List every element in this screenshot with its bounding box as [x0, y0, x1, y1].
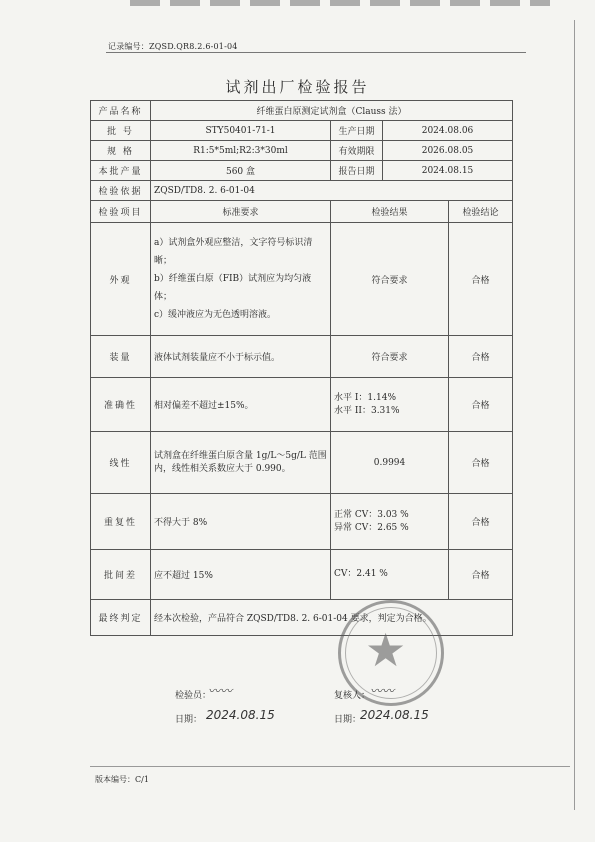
quantity-value: 560 盒 [151, 161, 331, 181]
batch-value: STY50401-71-1 [151, 121, 331, 141]
final-row [91, 600, 513, 636]
inspector-signature: 〰〰 [208, 684, 233, 698]
col-standard: 标准要求 [151, 201, 331, 223]
conclusion-cell: 合格 [449, 378, 513, 432]
standard-cell [151, 494, 331, 550]
result-line: 水平 I：1.14% [334, 392, 397, 403]
item-name: 线性 [91, 432, 151, 494]
conclusion-cell: 合格 [449, 494, 513, 550]
basis-label: 检验依据 [91, 181, 151, 201]
inspection-table [90, 100, 513, 636]
standard-line: c）缓冲液应为无色透明溶液。 [154, 310, 277, 320]
item-name: 重复性 [91, 494, 151, 550]
report-date-label: 报告日期 [331, 161, 383, 181]
result-line: 符合要求 [371, 275, 408, 286]
expiry-value: 2026.08.05 [383, 141, 513, 161]
footer-rule [90, 766, 570, 767]
result-cell [331, 336, 449, 378]
row-spec [91, 141, 513, 161]
standard-cell [151, 550, 331, 600]
table-row [91, 432, 513, 494]
col-result: 检验结果 [331, 201, 449, 223]
row-quantity [91, 161, 513, 181]
prod-date-value: 2024.08.06 [383, 121, 513, 141]
version-number: 版本编号：C/1 [95, 775, 149, 784]
standard-line: 相对偏差不超过±15%。 [154, 401, 254, 411]
product-name-value: 纤维蛋白原测定试剂盒（Clauss 法） [151, 101, 513, 121]
row-batch [91, 121, 513, 141]
standard-line: a）试剂盒外观应整洁，文字符号标识清晰； [154, 238, 313, 266]
table-row [91, 223, 513, 336]
scan-artifact [130, 0, 550, 6]
result-line: 正常 CV：3.03 % [334, 509, 409, 520]
quantity-label: 本批产量 [91, 161, 151, 181]
inspector-label: 检验员： [175, 691, 212, 701]
standard-cell [151, 336, 331, 378]
standard-line: 不得大于 8% [154, 518, 208, 528]
standard-line: 液体试剂装量应不小于标示值。 [154, 353, 281, 363]
table-row [91, 378, 513, 432]
standard-cell [151, 378, 331, 432]
standard-line: 应不超过 15% [154, 571, 213, 581]
record-number: 记录编号：ZQSD.QR8.2.6-01-04 [108, 42, 238, 51]
page-edge-line [574, 20, 575, 810]
report-date-value: 2024.08.15 [383, 161, 513, 181]
result-line: 水平 II：3.31% [334, 405, 400, 416]
table-row [91, 494, 513, 550]
reviewer-signature: 〰〰 [370, 684, 395, 698]
product-name-label: 产品名称 [91, 101, 151, 121]
result-cell [331, 432, 449, 494]
spec-label: 规 格 [91, 141, 151, 161]
conclusion-cell: 合格 [449, 550, 513, 600]
standard-line: 试剂盒在纤维蛋白原含量 1g/L～5g/L 范围内，线性相关系数应大于 0.990。 [154, 450, 327, 474]
table-row [91, 550, 513, 600]
result-cell [331, 223, 449, 336]
result-cell [331, 550, 449, 600]
item-name: 外观 [91, 223, 151, 336]
item-name: 准确性 [91, 378, 151, 432]
result-line: 符合要求 [371, 353, 408, 363]
column-header-row [91, 201, 513, 223]
reviewer-date: 2024.08.15 [360, 708, 429, 722]
result-line: 异常 CV：2.65 % [334, 522, 409, 533]
table-row [91, 336, 513, 378]
standard-cell [151, 432, 331, 494]
spec-value: R1:5*5ml;R2:3*30ml [151, 141, 331, 161]
standard-line: b）纤维蛋白原（FIB）试剂应为均匀液体； [154, 274, 312, 302]
result-line: CV：2.41 % [334, 569, 388, 579]
result-cell [331, 378, 449, 432]
conclusion-cell: 合格 [449, 336, 513, 378]
inspector-date-label: 日期： [175, 715, 203, 725]
item-name: 装量 [91, 336, 151, 378]
row-product-name [91, 101, 513, 121]
reviewer-date-label: 日期： [334, 715, 362, 725]
result-line: 0.9994 [373, 457, 406, 468]
header-rule [106, 52, 526, 53]
prod-date-label: 生产日期 [331, 121, 383, 141]
final-text: 经本次检验，产品符合 ZQSD/TD8. 2. 6-01-04 要求，判定为合格。 [151, 600, 513, 636]
col-item: 检验项目 [91, 201, 151, 223]
col-conclusion: 检验结论 [449, 201, 513, 223]
inspector-date: 2024.08.15 [206, 708, 275, 722]
expiry-label: 有效期限 [331, 141, 383, 161]
report-title: 试剂出厂检验报告 [225, 78, 370, 96]
result-cell [331, 494, 449, 550]
seal-star-icon: ★ [365, 623, 407, 677]
row-basis [91, 181, 513, 201]
item-name: 批间差 [91, 550, 151, 600]
standard-cell [151, 223, 331, 336]
conclusion-cell: 合格 [449, 223, 513, 336]
final-label: 最终判定 [91, 600, 151, 636]
reviewer-label: 复核人： [334, 691, 371, 701]
basis-value: ZQSD/TD8. 2. 6-01-04 [151, 181, 513, 201]
batch-label: 批 号 [91, 121, 151, 141]
conclusion-cell: 合格 [449, 432, 513, 494]
